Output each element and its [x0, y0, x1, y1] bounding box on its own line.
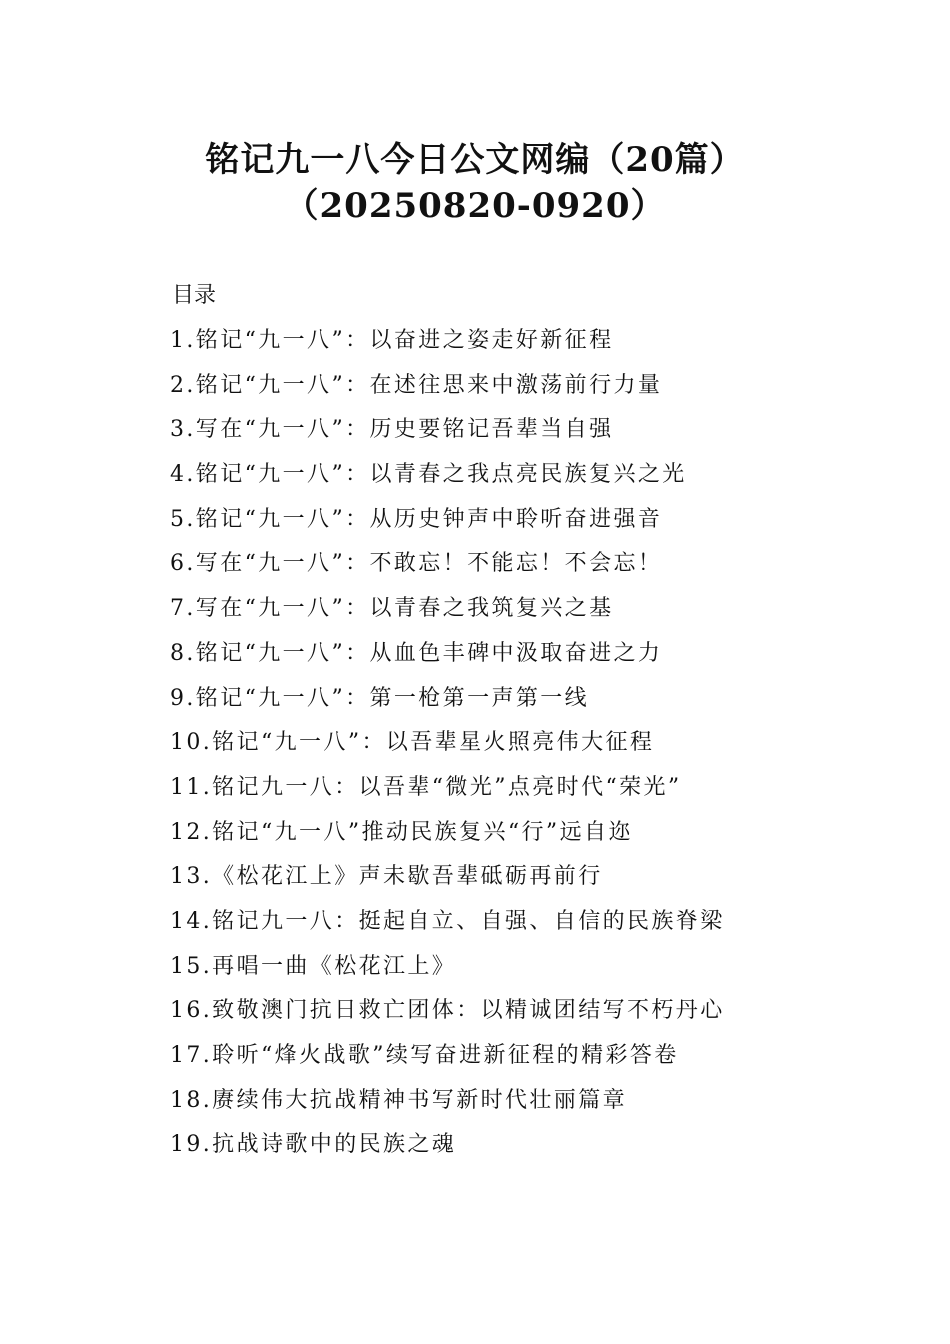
toc-item: 4.铭记“九一八”：以青春之我点亮民族复兴之光	[170, 462, 687, 488]
toc-item: 1.铭记“九一八”：以奋进之姿走好新征程	[170, 328, 614, 353]
toc-item: 12.铭记“九一八”推动民族复兴“行”远自迩	[170, 819, 633, 845]
toc-item: 2.铭记“九一八”：在述往思来中激荡前行力量	[170, 372, 663, 398]
toc-item: 14.铭记九一八：挺起自立、自强、自信的民族脊梁	[170, 908, 725, 934]
toc-item: 17.聆听“烽火战歌”续写奋进新征程的精彩答卷	[170, 1043, 679, 1068]
toc-item: 9.铭记“九一八”：第一枪第一声第一线	[170, 685, 590, 711]
toc-item: 5.铭记“九一八”：从历史钟声中聆听奋进强音	[170, 506, 663, 532]
toc-list	[170, 325, 725, 1174]
toc-item: 18.赓续伟大抗战精神书写新时代壮丽篇章	[170, 1087, 627, 1113]
toc-item: 8.铭记“九一八”：从血色丰碑中汲取奋进之力	[170, 640, 663, 666]
toc-item: 15.再唱一曲《松花江上》	[170, 953, 457, 979]
toc-item: 13.《松花江上》声未歇吾辈砥砺再前行	[170, 864, 603, 890]
document-date-range: （20250820-0920）	[284, 186, 666, 226]
toc-item: 6.写在“九一八”：不敢忘！不能忘！不会忘！	[170, 551, 663, 577]
toc-item: 16.致敬澳门抗日救亡团体：以精诚团结写不朽丹心	[170, 998, 725, 1024]
toc-item: 3.写在“九一八”：历史要铭记吾辈当自强	[170, 417, 614, 443]
toc-item: 10.铭记“九一八”：以吾辈星火照亮伟大征程	[170, 730, 655, 756]
toc-item: 19.抗战诗歌中的民族之魂	[170, 1132, 457, 1158]
toc-heading: 目录	[172, 283, 217, 308]
toc-item: 11.铭记九一八：以吾辈“微光”点亮时代“荣光”	[170, 774, 682, 800]
document-title: 铭记九一八今日公文网编（20篇）	[205, 140, 745, 180]
toc-item: 7.写在“九一八”：以青春之我筑复兴之基	[170, 596, 614, 622]
